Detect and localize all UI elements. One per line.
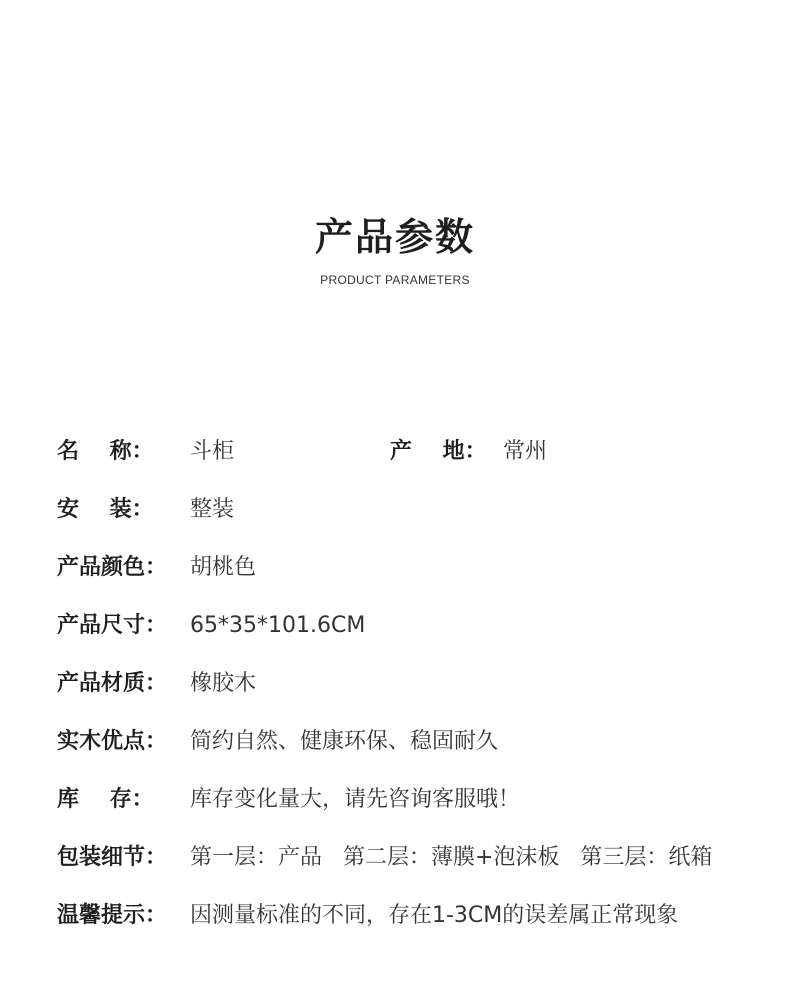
param-value: 简约自然、健康环保、稳固耐久 bbox=[190, 729, 499, 754]
param-row-advantages bbox=[57, 725, 498, 759]
param-label: 库 存： bbox=[57, 787, 154, 812]
param-value: 斗柜 bbox=[190, 439, 235, 464]
param-label: 包装细节： bbox=[57, 845, 168, 870]
param-label: 温馨提示： bbox=[57, 903, 168, 928]
param-row-material bbox=[57, 667, 256, 701]
param-label: 产品颜色： bbox=[57, 555, 168, 580]
param-label: 产品材质： bbox=[57, 671, 168, 696]
param-label-origin: 产 地： bbox=[390, 439, 487, 464]
param-row-name bbox=[57, 435, 657, 469]
param-value: 65*35*101.6CM bbox=[190, 613, 366, 638]
page-subtitle: PRODUCT PARAMETERS bbox=[320, 273, 470, 287]
param-value: 第一层：产品 第二层：薄膜+泡沫板 第三层：纸箱 bbox=[190, 845, 713, 870]
param-value: 因测量标准的不同，存在1-3CM的误差属正常现象 bbox=[190, 903, 679, 928]
param-value: 胡桃色 bbox=[190, 555, 257, 580]
param-row-stock bbox=[57, 783, 520, 817]
param-value: 橡胶木 bbox=[190, 671, 257, 696]
page-title: 产品参数 bbox=[314, 215, 475, 259]
param-row-install bbox=[57, 493, 234, 527]
param-value-origin: 常州 bbox=[503, 439, 548, 464]
param-label: 名 称： bbox=[57, 439, 154, 464]
param-label: 实木优点： bbox=[57, 729, 168, 754]
param-label: 安 装： bbox=[57, 497, 154, 522]
param-label: 产品尺寸： bbox=[57, 613, 168, 638]
param-row-packaging bbox=[57, 841, 712, 875]
param-row-notice bbox=[57, 899, 678, 933]
param-row-size bbox=[57, 609, 365, 643]
param-value: 整装 bbox=[190, 497, 235, 522]
param-row-color bbox=[57, 551, 256, 585]
param-value: 库存变化量大，请先咨询客服哦！ bbox=[190, 787, 521, 812]
